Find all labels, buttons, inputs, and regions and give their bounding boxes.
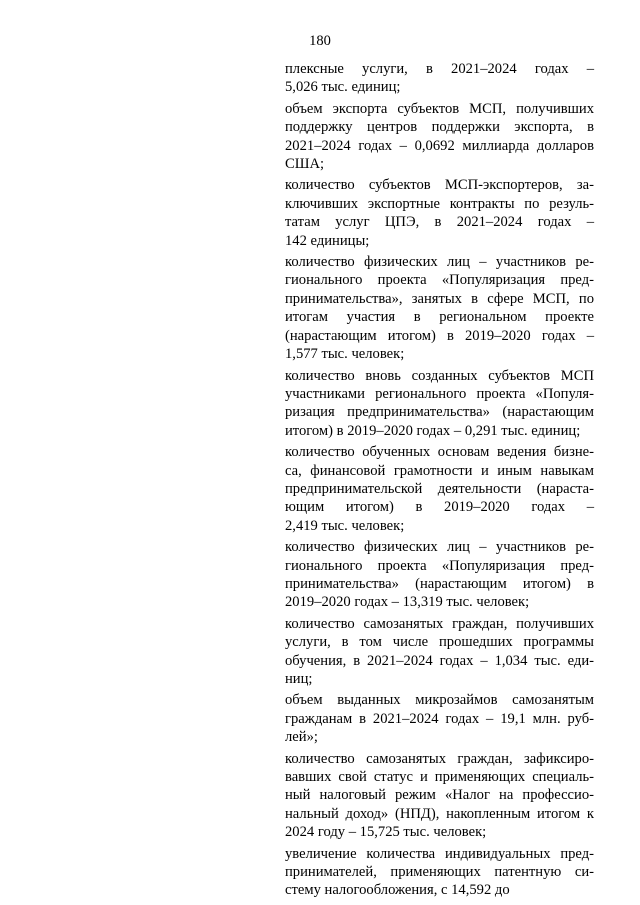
paragraph (285, 750, 594, 842)
text-line: принимательства» (нарастающим итогом) в (285, 575, 594, 592)
paragraph (285, 615, 594, 689)
text-line: стему налогообложения, с 14,592 до (285, 882, 510, 899)
text-line: ризация предпринимательства» (нарастающим (285, 404, 594, 421)
text-line: количество физических лиц – участников ре- (285, 539, 594, 556)
text-line: 1,577 тыс. человек; (285, 346, 405, 363)
text-line: (нарастающим итогом) в 2019–2020 годах – (285, 327, 594, 344)
paragraph (285, 253, 594, 363)
text-line: татам услуг ЦПЭ, в 2021–2024 годах – (285, 214, 594, 231)
text-line: количество обученных основам ведения бизне- (285, 444, 594, 461)
text-line: гионального проекта «Популяризация пред- (285, 272, 594, 289)
paragraph (285, 538, 594, 612)
text-line: ющим итогом) в 2019–2020 годах – (285, 499, 594, 516)
text-line: США; (285, 156, 325, 173)
paragraph (285, 60, 594, 97)
text-line: обучения, в 2021–2024 годах – 1,034 тыс. еди- (285, 652, 594, 669)
text-line: количество самозанятых граждан, получивших (285, 615, 594, 632)
text-line: 5,026 тыс. единиц; (285, 79, 401, 96)
text-line: предпринимательской деятельности (нараста- (285, 480, 594, 497)
text-line: количество самозанятых граждан, зафиксиро- (285, 750, 594, 767)
text-line: принимателей, применяющих патентную си- (285, 864, 594, 881)
text-line: гионального проекта «Популяризация пред- (285, 557, 594, 574)
text-line: увеличение количества индивидуальных пред- (285, 845, 594, 862)
text-line: поддержку центров поддержки экспорта, в (285, 119, 594, 136)
text-line: услуги, в том числе прошедших программы (285, 634, 594, 651)
text-line: количество субъектов МСП-экспортеров, за- (285, 177, 594, 194)
paragraph (285, 443, 594, 535)
text-line: вавших свой статус и применяющих специаль- (285, 769, 594, 786)
text-line: количество физических лиц – участников ре- (285, 254, 594, 271)
text-line: 142 единицы; (285, 232, 370, 249)
paragraph (285, 367, 594, 441)
text-line: нальный доход» (НПД), накопленным итогом к (285, 805, 594, 822)
page-number: 180 (309, 33, 331, 49)
paragraph (285, 100, 594, 174)
text-line: участниками регионального проекта «Популя- (285, 385, 594, 402)
paragraph (285, 176, 594, 250)
text-line: принимательства», занятых в сфере МСП, по (285, 290, 594, 307)
text-line: количество вновь созданных субъектов МСП (285, 367, 594, 384)
text-line: итогом) в 2019–2020 годах – 0,291 тыс. единиц; (285, 422, 581, 439)
text-line: гражданам в 2021–2024 годах – 19,1 млн. руб- (285, 710, 594, 727)
text-line: ный налоговый режим «Налог на профессио- (285, 787, 594, 804)
text-line: лей»; (285, 729, 318, 746)
text-line: ключивших экспортные контракты по резуль- (285, 195, 594, 212)
text-line: 2,419 тыс. человек; (285, 517, 405, 534)
paragraph (285, 845, 594, 900)
text-line: ниц; (285, 671, 313, 687)
paragraph (285, 691, 594, 746)
body-text (285, 60, 594, 900)
text-line: 2024 году – 15,725 тыс. человек; (285, 824, 487, 841)
text-line: объем выданных микрозаймов самозанятым (285, 692, 594, 709)
text-line: 2019–2020 годах – 13,319 тыс. человек; (285, 594, 530, 611)
text-line: 2021–2024 годах – 0,0692 миллиарда долларов (285, 137, 594, 154)
text-line: итогам участия в региональном проекте (285, 309, 594, 326)
text-line: са, финансовой грамотности и иным навыкам (285, 462, 594, 479)
text-line: плексные услуги, в 2021–2024 годах – (285, 61, 594, 77)
text-line: объем экспорта субъектов МСП, получивших (285, 100, 594, 117)
